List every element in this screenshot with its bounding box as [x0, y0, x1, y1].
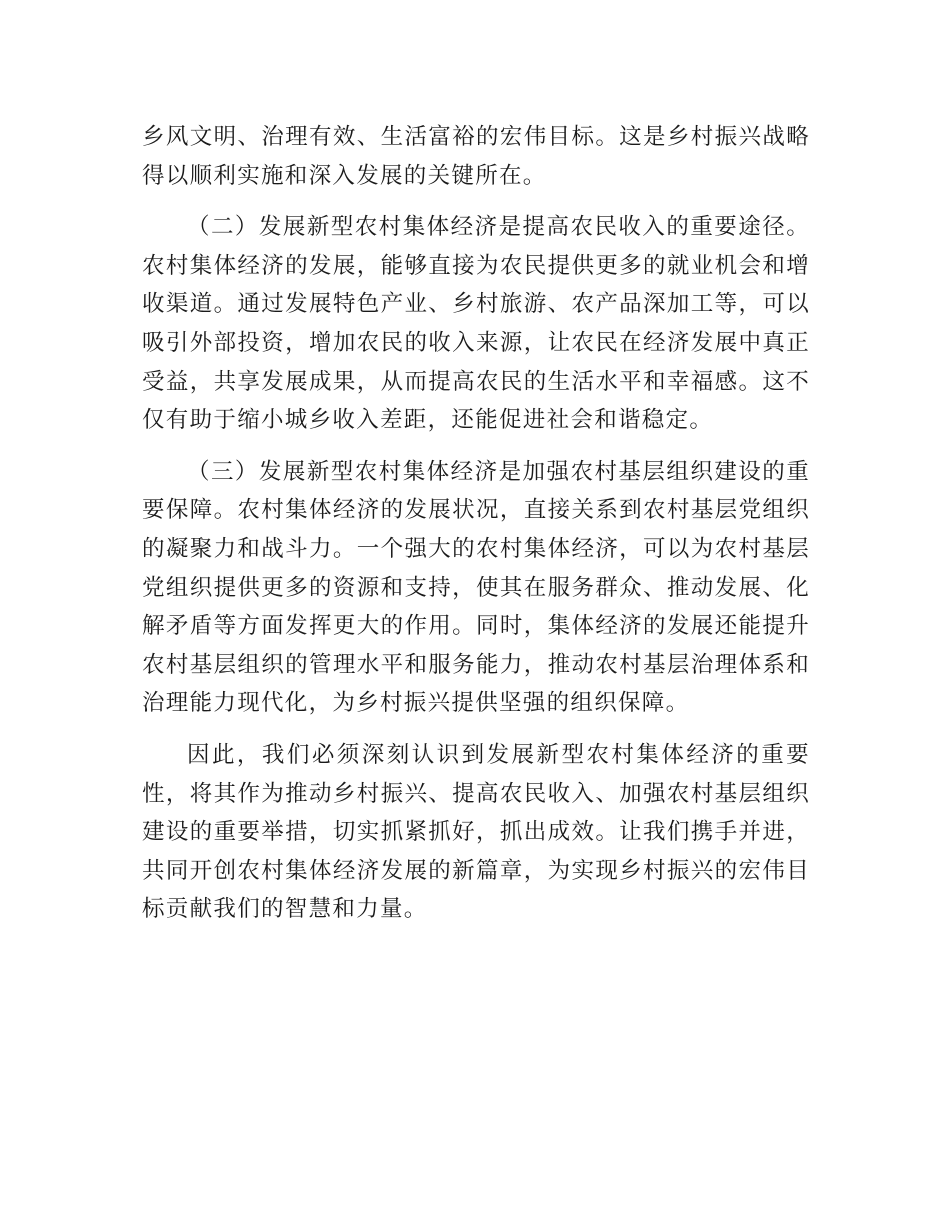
paragraph-continuation: 乡风文明、治理有效、生活富裕的宏伟目标。这是乡村振兴战略得以顺利实施和深入发展的关键所在。 — [142, 124, 810, 189]
document-page — [142, 118, 810, 942]
paragraph-section-two: （二）发展新型农村集体经济是提高农民收入的重要途径。农村集体经济的发展，能够直接为农民提供更多的就业机会和增收渠道。通过发展特色产业、乡村旅游、农产品深加工等，可以吸引外部投资，增加农民的收入来源，让农民在经济发展中真正受益，共享发展成果，从而提高农民的生活水平和幸福感。这不仅有助于缩小城乡收入差距，还能促进社会和谐稳定。 — [142, 214, 810, 434]
paragraph-section-three: （三）发展新型农村集体经济是加强农村基层组织建设的重要保障。农村集体经济的发展状况，直接关系到农村基层党组织的凝聚力和战斗力。一个强大的农村集体经济，可以为农村基层党组织提供更多的资源和支持，使其在服务群众、推动发展、化解矛盾等方面发挥更大的作用。同时，集体经济的发展还能提升农村基层组织的管理水平和服务能力，推动农村基层治理体系和治理能力现代化，为乡村振兴提供坚强的组织保障。 — [142, 458, 810, 717]
paragraph-conclusion: 因此，我们必须深刻认识到发展新型农村集体经济的重要性，将其作为推动乡村振兴、提高农民收入、加强农村基层组织建设的重要举措，切实抓紧抓好，抓出成效。让我们携手并进，共同开创农村集体经济发展的新篇章，为实现乡村振兴的宏伟目标贡献我们的智慧和力量。 — [142, 741, 810, 923]
